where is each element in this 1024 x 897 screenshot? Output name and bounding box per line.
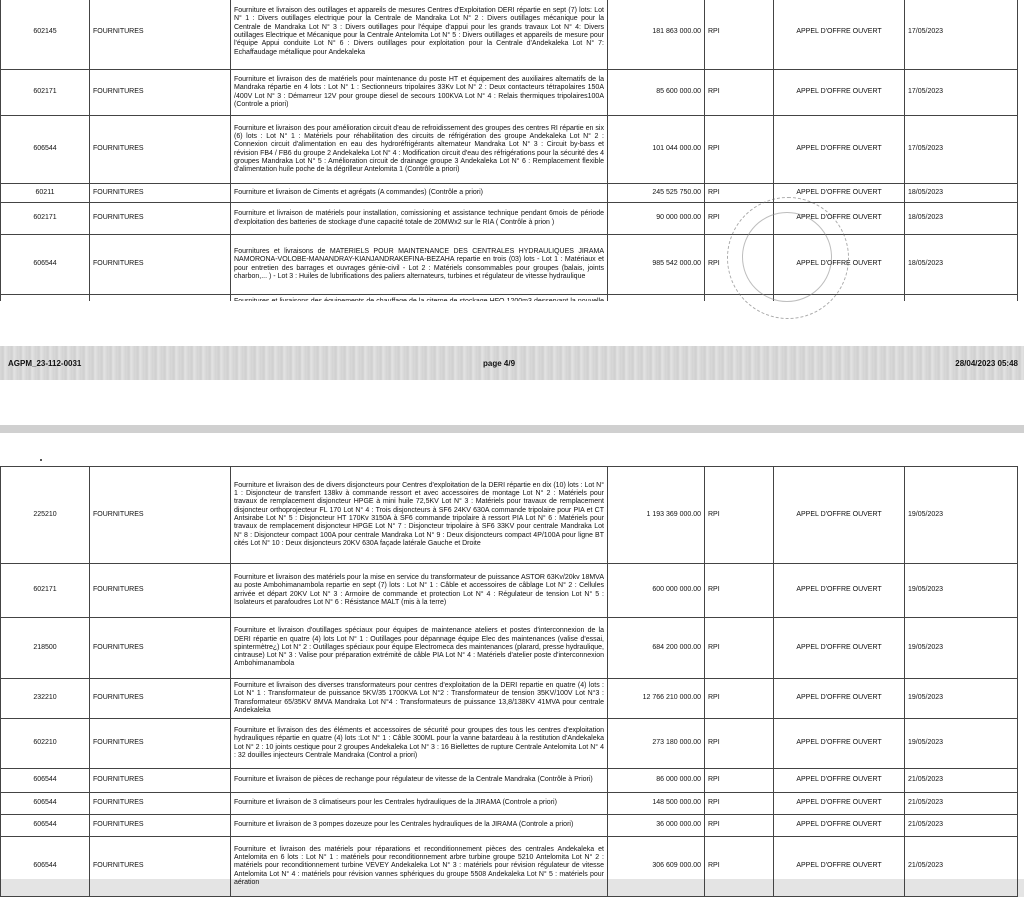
procurement-mode-cell: APPEL D'OFFRE OUVERT <box>774 235 905 295</box>
date-cell: 18/05/2023 <box>905 235 1018 295</box>
procurement-mode-cell: APPEL D'OFFRE OUVERT <box>774 815 905 837</box>
procurement-mode-cell: APPEL D'OFFRE OUVERT <box>774 769 905 793</box>
description-cell: Fourniture et livraison des de matériels pour maintenance du poste HT et équipement des auxiliaires alternatifs de la Mandraka répartie en 4 lots : Lot N° 1 : Sectionneurs tripolaires 33Kv Lot N° 2 : Deux contacteurs tétrapolaires 150A /400V Lot N° 3 : Démarreur 12V pour groupe diesel de secours 100KVA Lot N° 4 : Relais thermiques tripolaires100A (Controle a priori) <box>231 70 608 116</box>
date-cell: 17/05/2023 <box>905 116 1018 184</box>
procurement-mode-cell: APPEL D'OFFRE OUVERT <box>774 679 905 719</box>
page-5-sheet <box>0 433 1024 886</box>
table-row <box>1 793 1018 815</box>
budget-code-cell: 602145 <box>1 0 90 70</box>
page-bottom-margin <box>0 301 1024 346</box>
procurement-table-top <box>0 0 1018 318</box>
date-cell: 19/05/2023 <box>905 467 1018 564</box>
category-cell: FOURNITURES <box>90 793 231 815</box>
procurement-mode-cell: APPEL D'OFFRE OUVERT <box>774 719 905 769</box>
procurement-mode-cell: APPEL D'OFFRE OUVERT <box>774 184 905 203</box>
date-cell: 21/05/2023 <box>905 793 1018 815</box>
budget-code-cell: 606544 <box>1 769 90 793</box>
funding-source-cell: RPI <box>705 769 774 793</box>
description-cell: Fourniture et livraison des des éléments et accessoires de sécurité pour groupes des tous les centres d'exploitation hydrauliques répartie en quatre (4) lots :Lot N° 1 : Câble 300ML pour la vanne batardeau à la restitution d'Andekaleka Lot N° 2 : 10 joints cestique pour 2 groupes Andekaleka Lot N° 3 : 16 Biellettes de rupture Centrale Antelomita Lot N° 4 : 32 douilles injecteurs Centrale Mandraka (Control a priori) <box>231 719 608 769</box>
category-cell: FOURNITURES <box>90 467 231 564</box>
budget-code-cell: 606544 <box>1 235 90 295</box>
table-row <box>1 203 1018 235</box>
procurement-mode-cell: APPEL D'OFFRE OUVERT <box>774 467 905 564</box>
description-cell: Fourniture et livraison des matériels pour réparations et reconditionnement pièces des centrales Andekaleka et Antelomita en 6 lots : Lot N° 1 : matériels pour reconditionnement arbre turbine groupe 5210 Antelomita Lot N° 2 : matériels pour reconditionnement turbine VEVEY Andekaleka Lot N° 3 : matériels pour révision régulateur de vitesse Antelomita Lot N° 4 : matériels pour révision vannes sphériques du groupe 5508 Andekaleka Lot N° 5 : matériels pour aération <box>231 837 608 897</box>
category-cell: FOURNITURES <box>90 0 231 70</box>
table-row <box>1 815 1018 837</box>
category-cell: FOURNITURES <box>90 837 231 897</box>
funding-source-cell: RPI <box>705 235 774 295</box>
footer-timestamp: 28/04/2023 05:48 <box>955 359 1018 368</box>
date-cell: 21/05/2023 <box>905 769 1018 793</box>
date-cell: 18/05/2023 <box>905 184 1018 203</box>
description-cell: Fourniture et livraison des outillages et appareils de mesures Centres d'Exploitation DERI répartie en sept (7) lots: Lot N° 1 : Divers outillages electrique pour la Centrale de Mandraka Lot N° 2 : Divers outillages mécanique pour la Centrale de Mandraka Lot N° 3 : Divers outillages pour l'équipe d'appui pour les grands travaux Lot N° 4: Divers outillages Electrique et Mécanique pour la Centrale Antelomita Lot N° 5 : Divers outillages et appareils de mesure pour l'équipe Appui conduite Lot N° 6 : Divers outillages pour exploitation pour la Centrale d'Andekaleka Lot N° 7: Echaffaudage métallique pour Andekaleka <box>231 0 608 70</box>
description-cell: Fourniture et livraison de Ciments et agrégats (A commandes) (Contrôle a priori) <box>231 184 608 203</box>
date-cell: 19/05/2023 <box>905 564 1018 618</box>
date-cell: 19/05/2023 <box>905 719 1018 769</box>
official-stamp <box>727 197 849 319</box>
category-cell: FOURNITURES <box>90 235 231 295</box>
date-cell: 21/05/2023 <box>905 815 1018 837</box>
description-cell: Fourniture et livraison des de divers disjoncteurs pour Centres d'exploitation de la DERI répartie en dix (10) lots : Lot N° 1 : Disjoncteur de transfert 138kv à commande ressort et avec accessoires de montage Lot N° 2 : Matériels pour travaux de remplacement disjoncteur HPGE à mini huile 72,5KV Lot N° 3 : Matériels pour travaux de remplacement disjoncteur orthoprojecteur FL 170 Lot N° 4 : Trois disjoncteurs à SF6 24KV 630A commande tripolaire pour PIA et CT Antsirabe Lot N° 5 : Disjoncteur HT 170Kv 3150A à SF6 commande tripolaire à ressort PIA Lot N° 6 : Matériels pour travaux de remplacement disjoncteur HPGE Lot N° 7 : Disjoncteur tripolaire à SF6 33KV pour centrale Mandraka Lot N° 8 : Disjoncteur compact 100A pour centrale Mandraka Lot N° 9 : Deux disjoncteurs compact 4P/100A pour ligne BT cités Lot N° 10 : Deux disjoncteurs 20KV 630A façade latérale Gauche et Droite <box>231 467 608 564</box>
scan-speck <box>40 459 42 461</box>
description-cell: Fourniture et livraison des matériels pour la mise en service du transformateur de puissance ASTOR 63Kv/20kv 18MVA au poste Ambohimanambola repartie en sept (7) lots : Lot N° 1 : Câble et accessoires de câblage Lot N° 2 : Cellules arrivée et départ 20KV Lot N° 3 : Armoire de commande et protection Lot N° 4 : Régulateur de tension Lot N° 5 : Isolateurs et parafoudres Lot N° 6 : Résistance MALT (mis à la terre) <box>231 564 608 618</box>
category-cell: FOURNITURES <box>90 70 231 116</box>
date-cell: 17/05/2023 <box>905 0 1018 70</box>
table-row <box>1 769 1018 793</box>
funding-source-cell: RPI <box>705 837 774 897</box>
category-cell: FOURNITURES <box>90 719 231 769</box>
amount-cell: 1 193 369 000.00 <box>608 467 705 564</box>
table-row <box>1 116 1018 184</box>
table-row <box>1 618 1018 679</box>
amount-cell: 36 000 000.00 <box>608 815 705 837</box>
amount-cell: 684 200 000.00 <box>608 618 705 679</box>
funding-source-cell: RPI <box>705 467 774 564</box>
procurement-mode-cell: APPEL D'OFFRE OUVERT <box>774 837 905 897</box>
amount-cell: 90 000 000.00 <box>608 203 705 235</box>
funding-source-cell: RPI <box>705 793 774 815</box>
funding-source-cell: RPI <box>705 618 774 679</box>
funding-source-cell: RPI <box>705 719 774 769</box>
procurement-mode-cell: APPEL D'OFFRE OUVERT <box>774 0 905 70</box>
date-cell: 18/05/2023 <box>905 203 1018 235</box>
description-cell: Fourniture et livraison des pour amélioration circuit d'eau de refroidissement des groupes des centres RI répartie en six (6) lots : Lot N° 1 : Matériels pour réhabilitation des circuits de réfrigération des groupe Andekaleka Lot N° 2 : Connexion circuit d'alimentation en eau des hydroréfrigérants alternateur Mandraka Lot N° 3 : Circuit by-bass et révision FB4 / FB6 du groupe 2 Andekaleka Lot N° 4 : Modification circuit d'eau des réfrigérations pour la sécurité des 4 groupes Mandraka Lot N° 5 : Amélioration circuit de drainage groupe 3 Andekaleka Lot N° 6 : Remplacement flexible d'alimentation huile poche de la dégrilleur Antelomita 1 (Contrôle a priori) <box>231 116 608 184</box>
category-cell: FOURNITURES <box>90 769 231 793</box>
footer-doc-ref: AGPM_23-112-0031 <box>8 359 82 368</box>
description-cell: Fourniture et livraison de pièces de rechange pour régulateur de vitesse de la Centrale Mandraka (Contrôle à Priori) <box>231 769 608 793</box>
funding-source-cell: RPI <box>705 564 774 618</box>
description-cell: Fourniture et livraison de 3 climatiseurs pour les Centrales hydrauliques de la JIRAMA (Controle a priori) <box>231 793 608 815</box>
category-cell: FOURNITURES <box>90 564 231 618</box>
page-footer <box>0 346 1024 380</box>
funding-source-cell: RPI <box>705 70 774 116</box>
description-cell: Fourniture et livraison de 3 pompes dozeuze pour les Centrales hydrauliques de la JIRAMA (Controle a priori) <box>231 815 608 837</box>
table-row <box>1 719 1018 769</box>
procurement-mode-cell: APPEL D'OFFRE OUVERT <box>774 793 905 815</box>
category-cell: FOURNITURES <box>90 815 231 837</box>
category-cell: FOURNITURES <box>90 679 231 719</box>
table-row <box>1 0 1018 70</box>
budget-code-cell: 602171 <box>1 564 90 618</box>
amount-cell: 600 000 000.00 <box>608 564 705 618</box>
category-cell: FOURNITURES <box>90 203 231 235</box>
description-cell: Fournitures et livraisons de MATERIELS POUR MAINTENANCE DES CENTRALES HYDRAULIQUES JIRAMA NAMORONA-VOLOBE-MANANDRAY-KIANJANDRAKEFINA-BEZAHA repartie en trois (03) lots - Lot 1 : Matériaux et pour entretien des barrages et ouvrages génie-civil - Lot 2 : Matériels consommables pour groupes (balais, joints charbon,... ) - Lot 3 : Huiles de lubrifications des paliers alternateurs, turbines et régulateur de vitesse hydraulique <box>231 235 608 295</box>
date-cell: 17/05/2023 <box>905 70 1018 116</box>
amount-cell: 273 180 000.00 <box>608 719 705 769</box>
category-cell: FOURNITURES <box>90 618 231 679</box>
page-4-sheet <box>0 0 1024 425</box>
budget-code-cell: 606544 <box>1 793 90 815</box>
amount-cell: 306 609 000.00 <box>608 837 705 897</box>
amount-cell: 86 000 000.00 <box>608 769 705 793</box>
budget-code-cell: 225210 <box>1 467 90 564</box>
budget-code-cell: 232210 <box>1 679 90 719</box>
funding-source-cell: RPI <box>705 679 774 719</box>
table-row <box>1 235 1018 295</box>
date-cell: 19/05/2023 <box>905 679 1018 719</box>
funding-source-cell: RPI <box>705 815 774 837</box>
procurement-mode-cell: APPEL D'OFFRE OUVERT <box>774 618 905 679</box>
description-cell: Fourniture et livraison de matériels pour installation, comissioning et assistance technique pendant 6mois de période d'exploitation des batteries de stockage d'une capacité totale de 20MWx2 sur le RIA ( Contrôle à prion ) <box>231 203 608 235</box>
description-cell: Fourniture et livraison d'outillages spéciaux pour équipes de maintenance ateliers et postes d'interconnexion de la DERI répartie en quatre (4) lots Lot N° 1 : Outillages pour dépannage équipe Elec des maintenances (valise d'essai, spintermètre¿) Lot N° 2 : Outillages spéciaux pour équipe Electromeca des maintenances (plarard, presse hydraulique, cintrause) Lot N° 3 : Valise pour préparation extrémité de câble PIA Lot N° 4 : Matériels d'atelier poste d'interconnexion Ambohimanambola <box>231 618 608 679</box>
budget-code-cell: 602210 <box>1 719 90 769</box>
budget-code-cell: 602171 <box>1 203 90 235</box>
procurement-mode-cell: APPEL D'OFFRE OUVERT <box>774 203 905 235</box>
date-cell: 19/05/2023 <box>905 618 1018 679</box>
budget-code-cell: 606544 <box>1 116 90 184</box>
funding-source-cell: RPI <box>705 203 774 235</box>
procurement-mode-cell: APPEL D'OFFRE OUVERT <box>774 116 905 184</box>
amount-cell: 101 044 000.00 <box>608 116 705 184</box>
budget-code-cell: 602171 <box>1 70 90 116</box>
funding-source-cell: RPI <box>705 184 774 203</box>
table-row <box>1 467 1018 564</box>
table-row <box>1 837 1018 897</box>
budget-code-cell: 606544 <box>1 815 90 837</box>
table-row <box>1 184 1018 203</box>
procurement-table-bottom <box>0 466 1018 897</box>
page-separator <box>0 425 1024 433</box>
budget-code-cell: 60211 <box>1 184 90 203</box>
date-cell: 21/05/2023 <box>905 837 1018 897</box>
budget-code-cell: 218500 <box>1 618 90 679</box>
description-cell: Fourniture et livraison des diverses transformateurs pour centres d'exploitation de la DERI repartie en quatre (4) lots : Lot N° 1 : Transformateur de puissance 5KV/35 1700KVA Lot N°2 : Transformateur de tension 35KV/100V Lot N°3 : Transformateur 65/35KV 8MVA Mandraka Lot N°4 : Transformateurs de puissance 13,8/138KV 41MVA pour centrale Andekaleka <box>231 679 608 719</box>
procurement-mode-cell: APPEL D'OFFRE OUVERT <box>774 564 905 618</box>
footer-page-number: page 4/9 <box>483 359 516 368</box>
funding-source-cell: RPI <box>705 116 774 184</box>
table-row <box>1 679 1018 719</box>
amount-cell: 245 525 750.00 <box>608 184 705 203</box>
category-cell: FOURNITURES <box>90 184 231 203</box>
procurement-mode-cell: APPEL D'OFFRE OUVERT <box>774 70 905 116</box>
amount-cell: 85 600 000.00 <box>608 70 705 116</box>
funding-source-cell: RPI <box>705 0 774 70</box>
amount-cell: 181 863 000.00 <box>608 0 705 70</box>
budget-code-cell: 606544 <box>1 837 90 897</box>
table-row <box>1 564 1018 618</box>
category-cell: FOURNITURES <box>90 116 231 184</box>
amount-cell: 985 542 000.00 <box>608 235 705 295</box>
table-row <box>1 70 1018 116</box>
amount-cell: 12 766 210 000.00 <box>608 679 705 719</box>
amount-cell: 148 500 000.00 <box>608 793 705 815</box>
